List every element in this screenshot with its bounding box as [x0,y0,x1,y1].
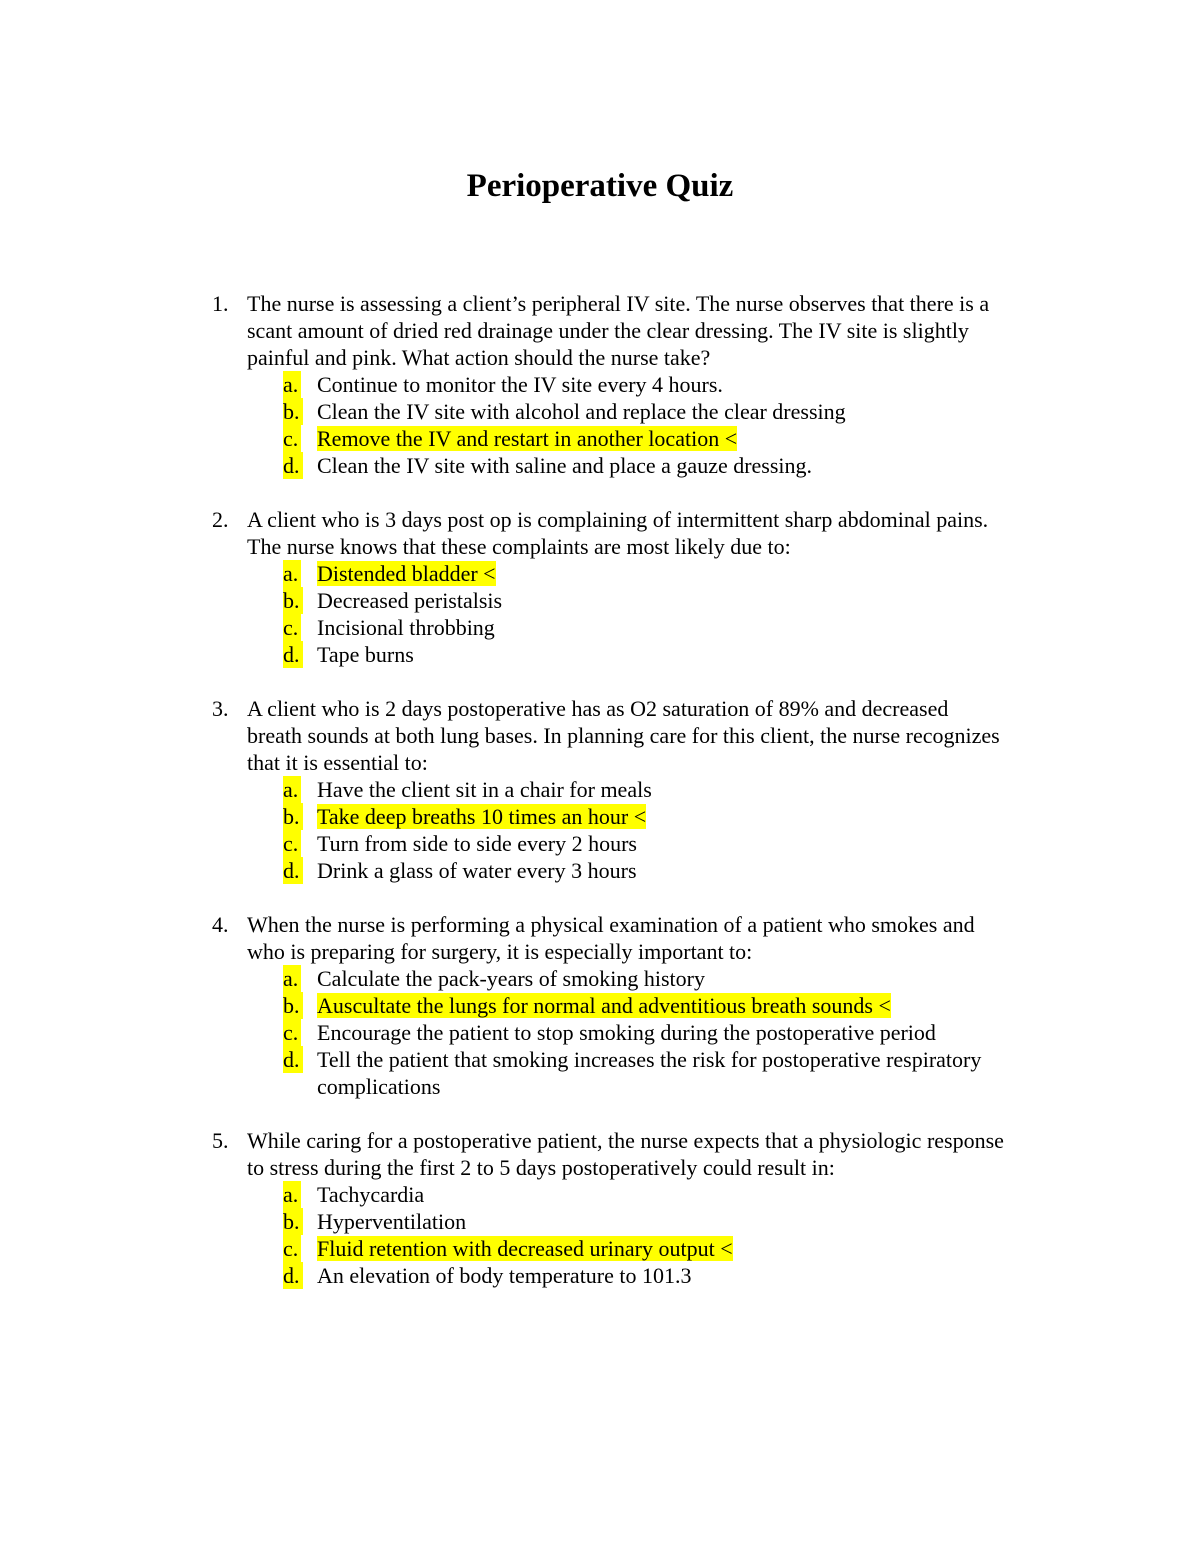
option-text: Hyperventilation [317,1209,467,1234]
option-letter: a. [283,560,301,587]
answer-option [247,1181,1012,1208]
page-title: Perioperative Quiz [466,168,734,204]
answer-option [247,1208,1012,1235]
answer-option [247,614,1012,641]
answer-option [247,965,1012,992]
question-text: When the nurse is performing a physical examination of a patient who smokes and who is preparing for surgery, it is especially important to: [247,912,975,964]
answer-option-correct [247,803,1012,830]
option-letter: b. [283,992,303,1019]
quiz-question [212,911,1012,1100]
answer-option [247,776,1012,803]
option-text: Continue to monitor the IV site every 4 hours. [317,372,723,397]
answer-option [247,1262,1012,1289]
option-letter: a. [283,776,301,803]
quiz-question [212,1127,1012,1289]
option-text: Have the client sit in a chair for meals [317,777,652,802]
option-letter: c. [283,614,301,641]
answer-option-correct [247,1235,1012,1262]
option-text: Turn from side to side every 2 hours [317,831,637,856]
option-letter: c. [283,1235,301,1262]
answer-option [247,371,1012,398]
question-number: 3. [212,696,229,721]
option-letter: b. [283,398,303,425]
quiz-question [212,695,1012,884]
answer-option [247,452,1012,479]
question-text: A client who is 2 days postoperative has as O2 saturation of 89% and decreased breath sounds at both lung bases. In planning care for this client, the nurse recognizes that it is essential to: [247,696,1000,775]
option-text: Drink a glass of water every 3 hours [317,858,637,883]
option-text: Distended bladder < [317,561,496,586]
question-number: 2. [212,507,229,532]
answer-option [247,398,1012,425]
answer-option [247,1046,1012,1100]
option-text: Tachycardia [317,1182,425,1207]
answer-option [247,587,1012,614]
option-letter: c. [283,830,301,857]
option-letter: d. [283,1262,303,1289]
answer-option-correct [247,425,1012,452]
quiz-list [212,290,1012,1316]
option-text: Clean the IV site with saline and place a gauze dressing. [317,453,813,478]
option-text: Clean the IV site with alcohol and replace the clear dressing [317,399,846,424]
quiz-question [212,290,1012,479]
option-text: Remove the IV and restart in another location < [317,426,738,451]
option-letter: a. [283,371,301,398]
option-text: Tell the patient that smoking increases the risk for postoperative respiratory complications [317,1047,982,1099]
answer-option [247,641,1012,668]
question-number: 4. [212,912,229,937]
option-letter: c. [283,425,301,452]
option-text: Calculate the pack-years of smoking history [317,966,705,991]
quiz-question [212,506,1012,668]
option-text: Auscultate the lungs for normal and adventitious breath sounds < [317,993,891,1018]
option-text: Tape burns [317,642,414,667]
answer-option [247,857,1012,884]
option-text: Incisional throbbing [317,615,495,640]
option-letter: b. [283,1208,303,1235]
option-letter: d. [283,1046,303,1073]
option-text: Fluid retention with decreased urinary output < [317,1236,733,1261]
option-letter: b. [283,587,303,614]
question-text: The nurse is assessing a client’s peripheral IV site. The nurse observes that there is a scant amount of dried red drainage under the clear dressing. The IV site is slightly painful and pink. What action should the nurse take? [247,291,990,370]
option-letter: a. [283,1181,301,1208]
answer-option-correct [247,560,1012,587]
option-text: An elevation of body temperature to 101.3 [317,1263,692,1288]
answer-option-correct [247,992,1012,1019]
answer-option [247,1019,1012,1046]
option-letter: a. [283,965,301,992]
option-text: Encourage the patient to stop smoking during the postoperative period [317,1020,936,1045]
option-letter: b. [283,803,303,830]
question-text: A client who is 3 days post op is complaining of intermittent sharp abdominal pains. The nurse knows that these complaints are most likely due to: [247,507,989,559]
option-text: Take deep breaths 10 times an hour < [317,804,647,829]
answer-option [247,830,1012,857]
question-number: 5. [212,1128,229,1153]
option-text: Decreased peristalsis [317,588,503,613]
option-letter: d. [283,641,303,668]
option-letter: c. [283,1019,301,1046]
question-number: 1. [212,291,229,316]
option-letter: d. [283,452,303,479]
question-text: While caring for a postoperative patient, the nurse expects that a physiologic response to stress during the first 2 to 5 days postoperatively could result in: [247,1128,1004,1180]
option-letter: d. [283,857,303,884]
